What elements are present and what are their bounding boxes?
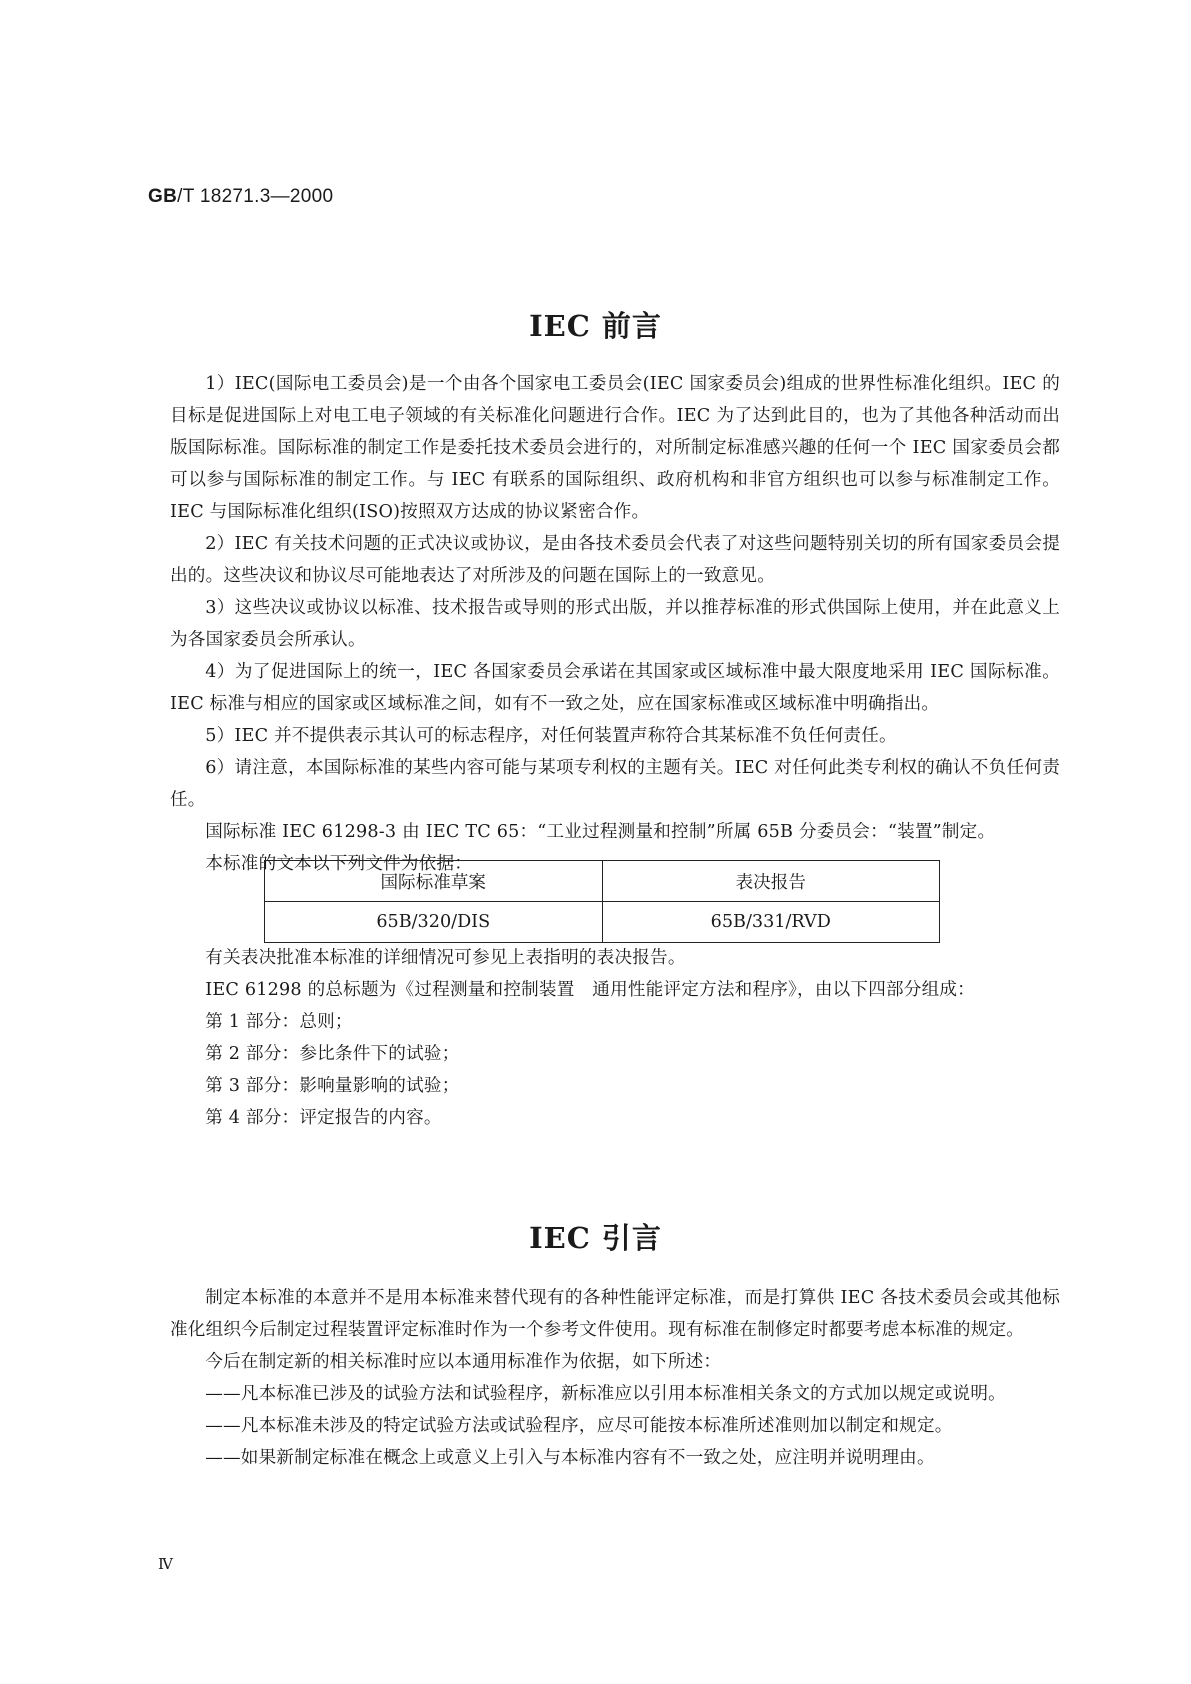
introduction-body: [170, 1282, 1060, 1474]
part-list-item: 第 2 部分：参比条件下的试验；: [205, 1044, 460, 1064]
part-list-item: 第 4 部分：评定报告的内容。: [205, 1108, 442, 1128]
part-list-item: 第 1 部分：总则；: [205, 1012, 353, 1032]
intro-paragraph-1: 制定本标准的本意并不是用本标准来替代现有的各种性能评定标准，而是打算供 IEC 各技术委员会或其他标准化组织今后制定过程装置评定标准时作为一个参考文件使用。现有标准在制修定时都要考虑本标准的规定。: [170, 1288, 1060, 1340]
intro-paragraph-2: 今后在制定新的相关标准时应以本通用标准作为依据，如下所述：: [205, 1352, 722, 1372]
standard-code: [148, 186, 333, 208]
foreword-title: IEC 前言: [529, 309, 662, 343]
introduction-title: IEC 引言: [529, 1221, 662, 1255]
foreword-after-table: [170, 942, 1060, 1134]
table-row: [265, 902, 940, 943]
after-table-paragraph: IEC 61298 的总标题为《过程测量和控制装置 通用性能评定方法和程序》，由以下四部分组成：: [205, 980, 975, 1000]
intro-list-item: ——凡本标准已涉及的试验方法和试验程序，新标准应以引用本标准相关条文的方式加以规定或说明。: [205, 1384, 1006, 1404]
intro-list-item: ——凡本标准未涉及的特定试验方法或试验程序，应尽可能按本标准所述准则加以制定和规定。: [205, 1416, 953, 1436]
foreword-paragraph-7: 国际标准 IEC 61298-3 由 IEC TC 65：“工业过程测量和控制”所属 65B 分委员会：“装置”制定。: [205, 822, 996, 842]
table-header-row: [265, 861, 940, 902]
voting-documents-table: [264, 860, 940, 943]
table-header-cell: 国际标准草案: [265, 861, 603, 902]
intro-list-item: ——如果新制定标准在概念上或意义上引入与本标准内容有不一致之处，应注明并说明理由。: [205, 1448, 935, 1468]
after-table-paragraph: 有关表决批准本标准的详细情况可参见上表指明的表决报告。: [205, 948, 686, 968]
standard-code-prefix: GB: [148, 186, 178, 207]
part-list-item: 第 3 部分：影响量影响的试验；: [205, 1076, 460, 1096]
foreword-paragraph-8: 本标准的文本以下列文件为依据：: [205, 854, 473, 874]
table-header-cell: 表决报告: [602, 861, 940, 902]
foreword-paragraph-4: 4）为了促进国际上的统一，IEC 各国家委员会承诺在其国家或区域标准中最大限度地采用 IEC 国际标准。IEC 标准与相应的国家或区域标准之间，如有不一致之处，应在国家标准或区域标准中明确指出。: [170, 662, 1060, 714]
foreword-paragraph-5: 5）IEC 并不提供表示其认可的标志程序，对任何装置声称符合其某标准不负任何责任。: [205, 726, 897, 746]
table-cell: 65B/331/RVD: [602, 902, 940, 943]
foreword-body: [170, 368, 1060, 880]
foreword-paragraph-6: 6）请注意，本国际标准的某些内容可能与某项专利权的主题有关。IEC 对任何此类专利权的确认不负任何责任。: [170, 758, 1060, 810]
foreword-paragraph-2: 2）IEC 有关技术问题的正式决议或协议，是由各技术委员会代表了对这些问题特别关切的所有国家委员会提出的。这些决议和协议尽可能地表达了对所涉及的问题在国际上的一致意见。: [170, 534, 1060, 586]
foreword-paragraph-1: 1）IEC(国际电工委员会)是一个由各个国家电工委员会(IEC 国家委员会)组成的世界性标准化组织。IEC 的目标是促进国际上对电工电子领域的有关标准化问题进行合作。IEC 为了达到此目的，也为了其他各种活动而出版国际标准。国际标准的制定工作是委托技术委员会进行的，对所制定标准感兴趣的任何一个 IEC 国家委员会都可以参与国际标准的制定工作。与 IEC 有联系的国际组织、政府机构和非官方组织也可以参与标准制定工作。IEC 与国际标准化组织(ISO)按照双方达成的协议紧密合作。: [170, 374, 1060, 522]
page-number: Ⅳ: [158, 1555, 173, 1573]
standard-code-number: /T 18271.3—2000: [177, 186, 334, 207]
table-cell: 65B/320/DIS: [265, 902, 603, 943]
foreword-paragraph-3: 3）这些决议或协议以标准、技术报告或导则的形式出版，并以推荐标准的形式供国际上使用，并在此意义上为各国家委员会所承认。: [170, 598, 1060, 650]
